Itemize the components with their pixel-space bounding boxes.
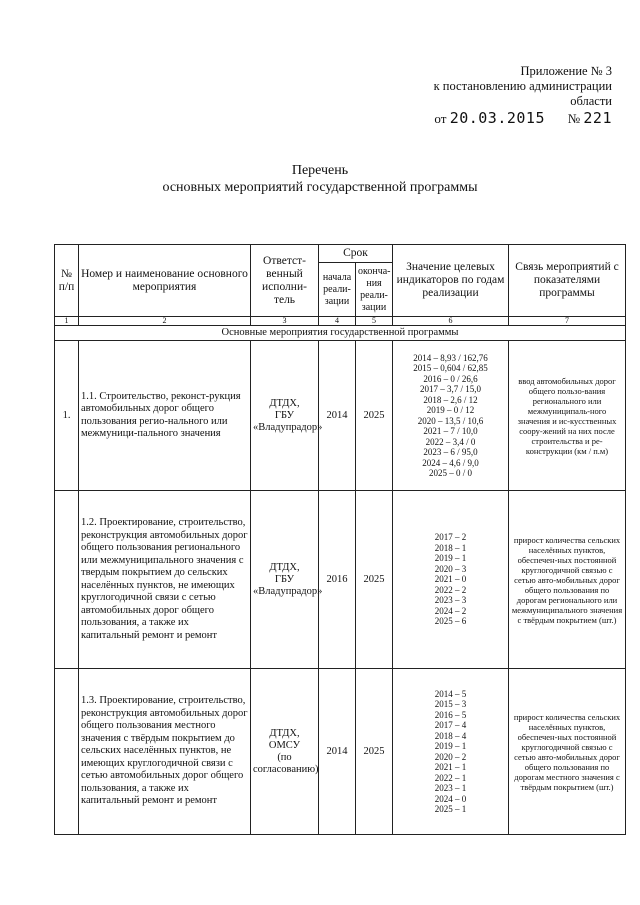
executor-line: ГБУ: [274, 409, 295, 421]
column-numbers-row: [55, 317, 626, 326]
resolution-number: 221: [583, 109, 612, 127]
indicator-cell: [393, 341, 509, 491]
measure-name: 1.2. Проектирование, строительство, реконструкция автомобильных дорог общего пользования регионального или межмуниципального значения с твердым покрытием до сельских населённых пунктов, не имеющих круглогодичной связи с сетью автомобильных дорог общего пользования, а также их капитальный ремонт и ремонт: [79, 491, 251, 669]
indicator-line: 2019 – 1: [434, 741, 467, 751]
row-number: 1.: [55, 341, 79, 491]
header-name: Номер и наименование основного мероприятия: [79, 245, 251, 317]
header-indicators: Значение целевых индикаторов по годам реализации: [393, 245, 509, 317]
end-year: 2025: [356, 491, 393, 669]
executor-line: ДТДХ,: [269, 727, 300, 739]
indicator-line: 2020 – 3: [434, 563, 467, 574]
title-line-1: Перечень: [291, 163, 349, 178]
header-term-start: начала реали-зации: [319, 263, 356, 317]
col-number: 5: [356, 317, 393, 326]
header-executor: Ответст-венный исполни-тель: [251, 245, 319, 317]
indicator-line: 2017 – 4: [434, 720, 467, 730]
appendix-label: Приложение № 3: [520, 64, 612, 78]
row-number: [55, 491, 79, 669]
executor-cell: [251, 491, 323, 669]
header-term: Срок: [319, 245, 393, 263]
indicator-cell: [393, 669, 509, 835]
indicator-line: 2025 – 1: [434, 804, 467, 814]
executor-line: ОМСУ: [268, 739, 301, 751]
table-row: [55, 491, 626, 669]
indicator-line: 2020 – 13,5 / 10,6: [417, 415, 484, 426]
executor-cell: [251, 341, 323, 491]
link-cell: прирост количества сельских населённых пунктов, обеспечен-ных постоянной круглогодичной связью с сетью авто-мобильных дорог общего пользования по дорогам местного значения с твёрдым покрытием (шт.): [509, 669, 626, 835]
table-row: [55, 669, 626, 835]
indicator-line: 2024 – 2: [434, 605, 467, 616]
col-number: 7: [509, 317, 626, 326]
indicator-line: 2021 – 1: [434, 762, 467, 772]
indicator-line: 2021 – 0: [434, 574, 467, 585]
section-row: [55, 326, 626, 341]
indicator-line: 2022 – 1: [434, 772, 467, 783]
indicator-line: 2018 – 2,6 / 12: [423, 394, 478, 405]
indicator-line: 2021 – 7 / 10,0: [423, 426, 478, 436]
row-number: [55, 669, 79, 835]
start-year: 2016: [319, 491, 356, 669]
indicator-line: 2020 – 2: [434, 751, 467, 762]
col-number: 2: [79, 317, 251, 326]
indicator-line: 2016 – 5: [434, 709, 467, 720]
indicator-line: 2023 – 6 / 95,0: [423, 447, 478, 457]
link-cell: прирост количества сельских населённых пунктов, обеспечен-ных постоянной круглогодичной связью с сетью авто-мобильных дорог общего пользования по дорогам регионального или межмуниципального значения с твёрдым покрытием (шт.): [509, 491, 626, 669]
indicator-line: 2023 – 3: [434, 595, 467, 606]
indicator-line: 2014 – 5: [434, 688, 467, 699]
indicator-line: 2018 – 1: [434, 542, 467, 553]
measures-table: [54, 244, 626, 835]
executor-line: согласованию): [253, 763, 319, 775]
indicator-line: 2019 – 0 / 12: [426, 405, 475, 415]
title-line-2: основных мероприятий государственной программы: [162, 180, 478, 195]
link-cell: ввод автомобильных дорог общего пользо-вания регионального или межмуниципаль-ного значения и ис-кусственных соору-жений на них после строительства и ре-конструкции (км / п.м): [509, 341, 626, 491]
start-year: 2014: [319, 341, 356, 491]
col-number: 3: [251, 317, 319, 326]
date-prefix: от: [434, 111, 447, 126]
executor-line: (по: [277, 751, 292, 763]
executor-line: ДТДХ,: [269, 397, 300, 409]
indicator-cell: [393, 491, 509, 669]
resolution-label: к постановлению администрации: [433, 79, 612, 93]
col-number: 4: [319, 317, 356, 326]
end-year: 2025: [356, 669, 393, 835]
measure-name: 1.1. Строительство, реконст-рукция автомобильных дорог общего пользования регио-нального или межмуници-пального значения: [79, 341, 251, 491]
section-title: Основные мероприятия государственной программы: [55, 326, 626, 341]
date-line: [372, 111, 612, 126]
measure-name: 1.3. Проектирование, строительство, реконструкция автомобильных дорог общего пользования местного значения с твёрдым покрытием до сельских населённых пунктов, не имеющих круглогодичной связи с сетью автомобильных дорог общего пользования, а также их капитальный ремонт и ремонт: [79, 669, 251, 835]
indicator-line: 2018 – 4: [434, 730, 467, 741]
header-link: Связь мероприятий с показателями программы: [509, 245, 626, 317]
col-number: 1: [55, 317, 79, 326]
header-term-end: оконча-ния реали-зации: [356, 263, 393, 317]
indicator-line: 2024 – 0: [434, 793, 467, 804]
executor-line: ДТДХ,: [269, 561, 300, 573]
executor-line: «Владупрадор»: [253, 585, 323, 597]
appendix-header: [372, 64, 612, 126]
indicator-line: 2025 – 0 / 0: [429, 468, 473, 478]
region-label: области: [570, 94, 612, 108]
indicator-line: 2015 – 3: [434, 699, 467, 709]
indicator-line: 2014 – 8,93 / 162,76: [413, 352, 488, 363]
executor-line: «Владупрадор»: [253, 421, 323, 433]
indicator-line: 2023 – 1: [434, 783, 467, 793]
executor-line: ГБУ: [274, 573, 295, 585]
indicator-line: 2015 – 0,604 / 62,85: [413, 363, 488, 373]
number-prefix: №: [567, 111, 581, 126]
executor-cell: [251, 669, 319, 835]
indicator-line: 2017 – 2: [434, 532, 467, 543]
start-year: 2014: [319, 669, 356, 835]
indicator-line: 2019 – 1: [434, 553, 467, 564]
document-title: [0, 162, 640, 196]
indicator-line: 2022 – 2: [434, 584, 467, 595]
col-number: 6: [393, 317, 509, 326]
header-num: № п/п: [55, 245, 79, 317]
table-row: [55, 341, 626, 491]
indicator-line: 2022 – 3,4 / 0: [425, 436, 476, 447]
indicator-line: 2025 – 6: [434, 616, 467, 627]
indicator-line: 2016 – 0 / 26,6: [423, 373, 478, 384]
indicator-line: 2017 – 3,7 / 15,0: [420, 384, 482, 394]
end-year: 2025: [356, 341, 393, 491]
indicator-line: 2024 – 4,6 / 9,0: [422, 457, 479, 468]
resolution-date: 20.03.2015: [449, 109, 545, 127]
